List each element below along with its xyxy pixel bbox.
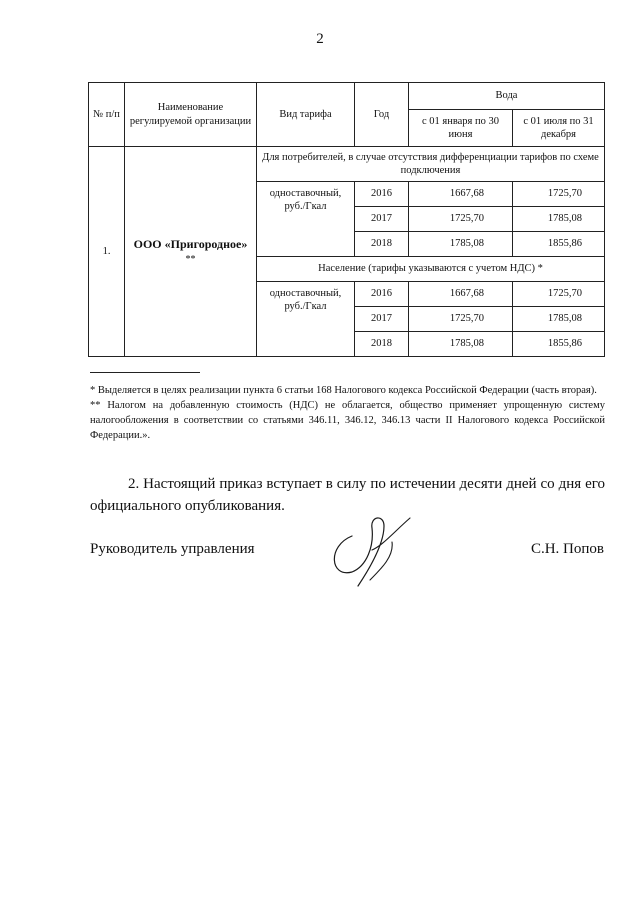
footnotes [90,384,605,444]
tariff-type: одноставочный, руб./Гкал [257,282,355,357]
value-h1: 1785,08 [409,332,513,357]
footnote: ** Налогом на добавленную стоимость (НДС) не облагается, общество применяет упрощенную систему налогообложения в соответствии со статьями 346.11, 346.12, 346.13 части II Налогового кодекса Российской Федерации.». [90,399,605,441]
org-name: ООО «Пригородное» [133,236,248,251]
value-h2: 1725,70 [513,182,605,207]
value-h2: 1855,86 [513,232,605,257]
section-title: Население (тарифы указываются с учетом НДС) * [257,257,605,282]
header-period2: с 01 июля по 31 декабря [513,110,605,147]
page-number: 2 [316,31,324,47]
value-h1: 1667,68 [409,282,513,307]
year-cell: 2018 [355,332,409,357]
value-h1: 1725,70 [409,207,513,232]
tariff-type: одноставочный, руб./Гкал [257,182,355,257]
value-h1: 1667,68 [409,182,513,207]
signature [322,506,432,596]
value-h2: 1785,08 [513,307,605,332]
header-year: Год [355,83,409,147]
org-mark: ** [185,253,196,265]
clause-text: 2. Настоящий приказ вступает в силу по истечении десяти дней со дня его официального опубликования. [90,476,605,515]
header-tariff-type: Вид тарифа [257,83,355,147]
value-h1: 1725,70 [409,307,513,332]
header-org: Наименование регулируемой организации [125,83,257,147]
section-title: Для потребителей, в случае отсутствия дифференциации тарифов по схеме подключения [257,147,605,182]
header-period1: с 01 января по 30 июня [409,110,513,147]
year-cell: 2016 [355,282,409,307]
footnote-divider [90,372,200,373]
value-h1: 1785,08 [409,232,513,257]
year-cell: 2017 [355,207,409,232]
value-h2: 1725,70 [513,282,605,307]
row-number: 1. [89,147,125,357]
value-h2: 1785,08 [513,207,605,232]
footnote: * Выделяется в целях реализации пункта 6 статьи 168 Налогового кодекса Российской Федерации (часть вторая). [90,385,597,396]
tariff-table [88,82,605,357]
header-group: Вода [409,83,605,110]
value-h2: 1855,86 [513,332,605,357]
org-cell [125,147,257,357]
signer-name: С.Н. Попов [530,541,604,557]
header-num: № п/п [89,83,125,147]
signer-title: Руководитель управления [90,541,255,557]
year-cell: 2018 [355,232,409,257]
year-cell: 2017 [355,307,409,332]
year-cell: 2016 [355,182,409,207]
